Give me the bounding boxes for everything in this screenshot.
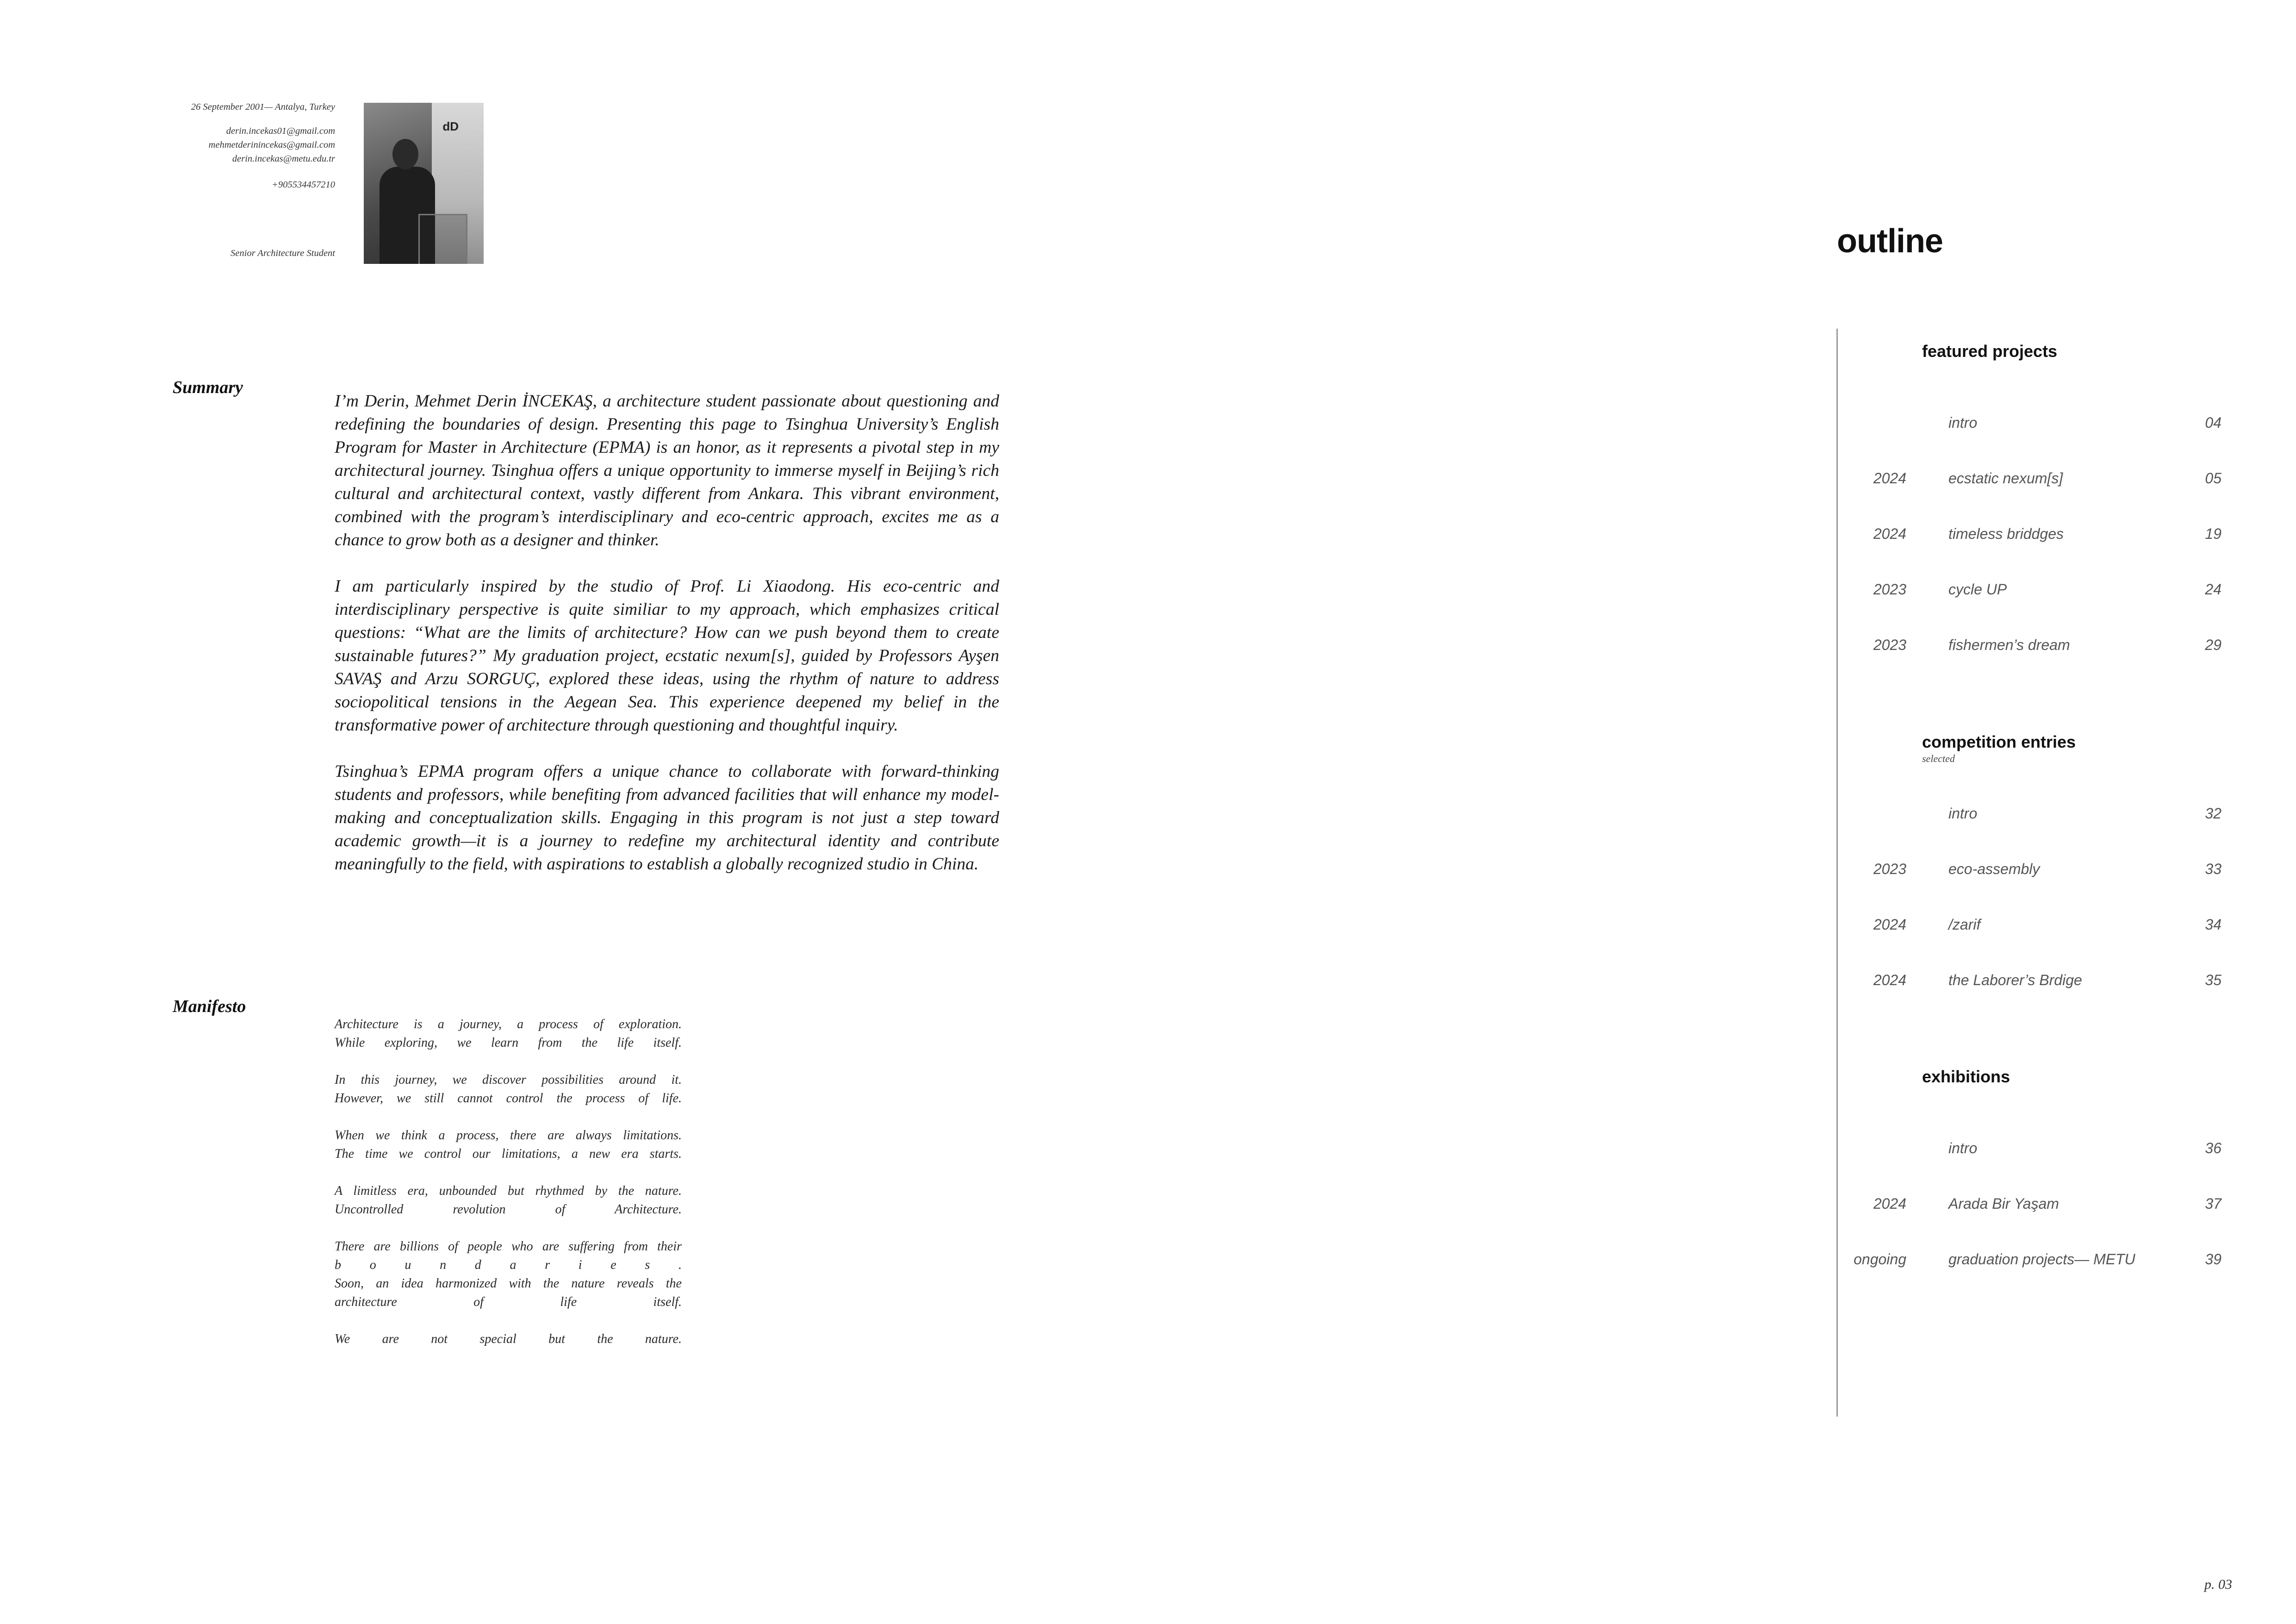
manifesto-line: The time we control our limitations, a new era starts.	[335, 1147, 682, 1161]
toc-entry-name: ecstatic nexum[s]	[1948, 470, 2063, 487]
toc-entry-page: 29	[2205, 637, 2221, 653]
outline-divider	[1836, 329, 1838, 1417]
toc-entry[interactable]	[1842, 1140, 2221, 1160]
toc-section-title: competition entries	[1922, 732, 2076, 751]
toc-entry-name: intro	[1948, 414, 1978, 431]
manifesto-line: A limitless era, unbounded but rhythmed by the nature.	[335, 1184, 682, 1198]
toc-entry[interactable]	[1842, 916, 2221, 937]
toc-entry-name: the Laborer’s Brdige	[1948, 972, 2082, 988]
toc-section-subtitle: selected	[1922, 753, 1955, 764]
toc-entry-year: 2023	[1873, 581, 1906, 598]
toc-entry-page: 04	[2205, 414, 2221, 431]
toc-entry-name: Arada Bir Yaşam	[1948, 1195, 2059, 1212]
toc-entry-year: 2023	[1873, 861, 1906, 877]
toc-entry-year: 2024	[1873, 470, 1906, 487]
toc-entry-year: 2024	[1873, 972, 1906, 988]
manifesto-line: In this journey, we discover possibilities around it.	[335, 1073, 682, 1087]
toc-entry[interactable]	[1842, 470, 2221, 490]
toc-entry-name: cycle UP	[1948, 581, 2007, 598]
toc-entry[interactable]	[1842, 581, 2221, 601]
toc-entry-name: eco-assembly	[1948, 861, 2040, 877]
manifesto-line: Soon, an idea harmonized with the nature reveals the	[335, 1276, 682, 1291]
manifesto-body	[335, 1015, 682, 1367]
toc-entry-page: 37	[2205, 1195, 2221, 1212]
role-title: Senior Architecture Student	[230, 248, 335, 258]
phone-number[interactable]: +905534457210	[272, 180, 335, 190]
profile-contact	[139, 100, 335, 260]
toc-entry[interactable]	[1842, 637, 2221, 657]
summary-body	[335, 390, 999, 899]
manifesto-line: architecture of life itself.	[335, 1295, 682, 1309]
toc-entry[interactable]	[1842, 805, 2221, 825]
manifesto-line: Architecture is a journey, a process of exploration.	[335, 1017, 682, 1031]
toc-entry-name: /zarif	[1948, 916, 1981, 933]
toc-entry-page: 24	[2205, 581, 2221, 598]
toc-entry-page: 19	[2205, 525, 2221, 542]
toc-entry-page: 36	[2205, 1140, 2221, 1156]
manifesto-stanza	[335, 1330, 682, 1349]
summary-paragraph: I am particularly inspired by the studio of Prof. Li Xiaodong. His eco-centric and interdisciplinary perspective is quite similiar to my approach, which emphasizes critical questions: “What are the limits of architecture? How can we push beyond them to create sustainable futures?” My graduation project, ecstatic nexum[s], guided by Professors Ayşen SAVAŞ and Arzu SORGUÇ, explored these ideas, using the rhythm of nature to address sociopolitical tensions in the Aegean Sea. This experience deepened my belief in the transformative power of architecture through questioning and thoughtful inquiry.	[335, 577, 999, 735]
manifesto-label: Manifesto	[173, 997, 246, 1016]
birth-info: 26 September 2001— Antalya, Turkey	[191, 102, 335, 112]
toc-entry[interactable]	[1842, 525, 2221, 546]
toc-entry-year: ongoing	[1854, 1251, 1906, 1268]
manifesto-line: b o u n d a r i e s .	[335, 1258, 682, 1272]
toc-entry-year: 2023	[1873, 637, 1906, 653]
email-secondary[interactable]: mehmetderinincekas@gmail.com	[208, 140, 335, 150]
page-number: p. 03	[2204, 1577, 2232, 1592]
toc-entry[interactable]	[1842, 1251, 2221, 1271]
toc-entry[interactable]	[1842, 972, 2221, 992]
toc-entry-name: intro	[1948, 1140, 1978, 1156]
manifesto-stanza	[335, 1071, 682, 1108]
manifesto-stanza	[335, 1015, 682, 1052]
toc-entry-page: 39	[2205, 1251, 2221, 1268]
manifesto-line: While exploring, we learn from the life itself.	[335, 1036, 682, 1050]
manifesto-line: However, we still cannot control the process of life.	[335, 1091, 682, 1106]
manifesto-stanza	[335, 1182, 682, 1219]
email-university[interactable]: derin.incekas@metu.edu.tr	[232, 154, 335, 164]
toc-entry-name: timeless briddges	[1948, 525, 2064, 542]
toc-entry[interactable]	[1842, 861, 2221, 881]
email-primary[interactable]: derin.incekas01@gmail.com	[226, 126, 335, 136]
manifesto-line: Uncontrolled revolution of Architecture.	[335, 1202, 682, 1217]
toc-entry-page: 32	[2205, 805, 2221, 822]
toc-entry-name: fishermen’s dream	[1948, 637, 2070, 653]
toc-entry-year: 2024	[1873, 1195, 1906, 1212]
photo-banner-logo: dD	[442, 119, 459, 133]
photo-person-head	[392, 139, 418, 169]
toc-entry-page: 05	[2205, 470, 2221, 487]
summary-paragraph: I’m Derin, Mehmet Derin İNCEKAŞ, a architecture student passionate about questioning and redefining the boundaries of design. Presenting this page to Tsinghua University’s English Program for Master in Architecture (EPMA) is an honor, as it represents a pivotal step in my architectural journey. Tsinghua offers a unique opportunity to immerse myself in Beijing’s rich cultural and architectural context, vastly different from Ankara. This vibrant environment, combined with the program’s interdisciplinary and eco-centric approach, excites me as a chance to grow both as a designer and thinker.	[335, 392, 999, 550]
toc-entry[interactable]	[1842, 414, 2221, 435]
toc-section-title: exhibitions	[1922, 1067, 2010, 1086]
toc-entry-page: 34	[2205, 916, 2221, 933]
toc-entry-year: 2024	[1873, 916, 1906, 933]
outline-title: outline	[1837, 223, 1943, 260]
manifesto-stanza	[335, 1237, 682, 1312]
toc-entry-name: graduation projects— METU	[1948, 1251, 2135, 1268]
manifesto-line: We are not special but the nature.	[335, 1332, 682, 1346]
toc-entry-name: intro	[1948, 805, 1978, 822]
manifesto-stanza	[335, 1126, 682, 1163]
photo-lectern	[418, 214, 467, 264]
toc-entry-page: 35	[2205, 972, 2221, 988]
toc-entry[interactable]	[1842, 1195, 2221, 1216]
toc-section-title: featured projects	[1922, 342, 2058, 361]
summary-label: Summary	[173, 378, 243, 397]
profile-photo	[364, 103, 484, 264]
manifesto-line: There are billions of people who are suffering from their	[335, 1239, 682, 1254]
summary-paragraph: Tsinghua’s EPMA program offers a unique chance to collaborate with forward-thinking students and professors, while benefiting from advanced facilities that will enhance my model-making and conceptualization skills. Engaging in this program is not just a step toward academic growth—it is a journey to redefine my architectural identity and contribute meaningfully to the field, with aspirations to establish a globally recognized studio in China.	[335, 762, 999, 874]
toc-entry-year: 2024	[1873, 525, 1906, 542]
manifesto-line: When we think a process, there are always limitations.	[335, 1128, 682, 1143]
toc-entry-page: 33	[2205, 861, 2221, 877]
